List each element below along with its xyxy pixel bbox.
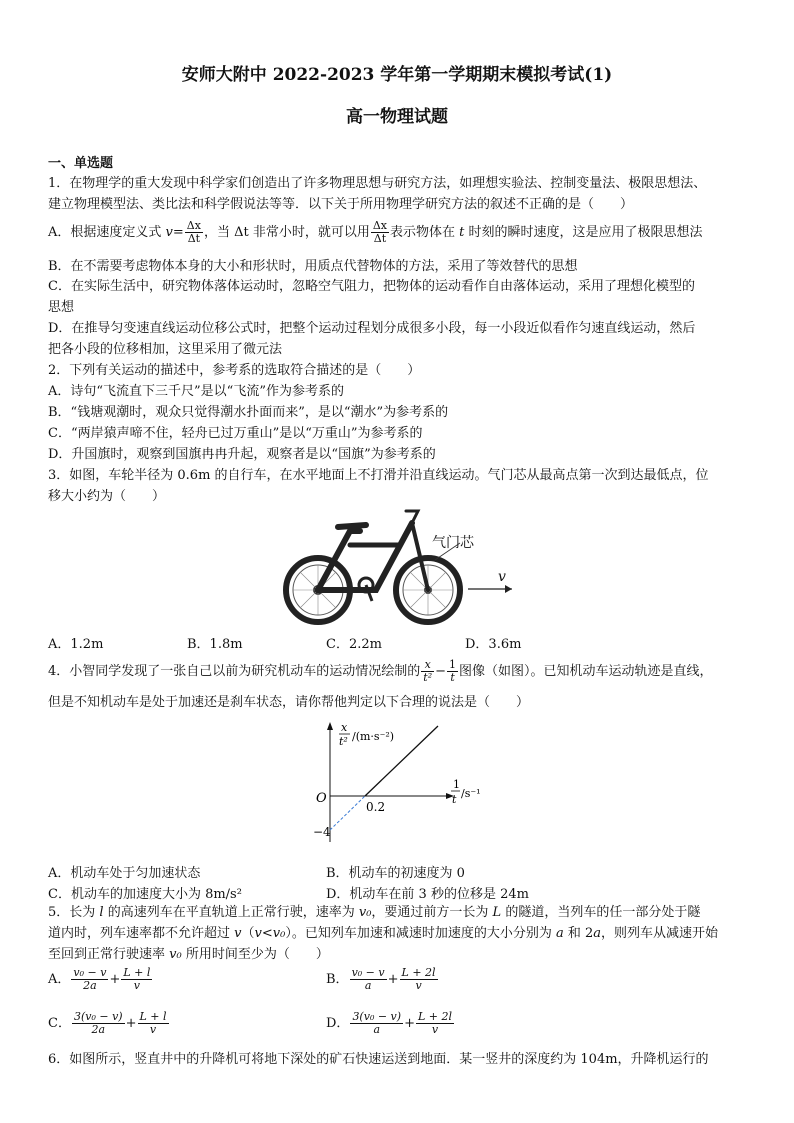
q5-b-d2: v bbox=[415, 979, 422, 992]
q3-stem-line2: 移大小约为（ ） bbox=[48, 489, 166, 504]
q5-a-d2: v bbox=[133, 979, 140, 992]
q5-c-label: C． bbox=[48, 1016, 71, 1031]
q2-option-a: A．诗句“飞流直下三千尺”是以“飞流”作为参考系的 bbox=[48, 384, 344, 399]
q5-a-frac1 bbox=[71, 967, 108, 992]
q4-f2-num: 1 bbox=[449, 658, 457, 671]
q1-a-dt: Δt bbox=[234, 225, 249, 240]
q4-stem-pre: 4．小智同学发现了一张自己以前为研究机动车的运动情况绘制的 bbox=[48, 664, 421, 679]
q4-fraction-x-t2 bbox=[421, 659, 434, 684]
q3-stem-line1: 3．如图，车轮半径为 0.6m 的自行车，在水平地面上不打滑并沿直线运动。气门芯从最高点第一次到达最低点，位 bbox=[48, 468, 709, 483]
q5-l: l bbox=[99, 905, 104, 920]
q5-b-frac1 bbox=[350, 967, 387, 992]
bicycle-figure bbox=[280, 505, 520, 630]
q1-a-fraction-2 bbox=[371, 220, 389, 245]
q4-f2-den: t bbox=[450, 671, 455, 684]
q4-option-b: B．机动车的初速度为 0 bbox=[326, 866, 465, 881]
q5-a-label: A． bbox=[48, 972, 71, 987]
q5-stem-line1 bbox=[48, 904, 700, 922]
q5-stem-line3 bbox=[48, 946, 329, 964]
exam-title: 安师大附中 2022-2023 学年第一学期期末模拟考试(1) bbox=[181, 65, 613, 85]
q5-a2: a bbox=[593, 926, 602, 941]
q3-option-b: B．1.8m bbox=[187, 637, 243, 652]
q3-option-d: D．3.6m bbox=[465, 637, 522, 652]
q5-l2-e: ，则列车从减速开始 bbox=[601, 926, 719, 941]
exam-subtitle: 高一物理试题 bbox=[346, 107, 448, 127]
q5-L: L bbox=[492, 905, 502, 920]
graph-origin: O bbox=[316, 791, 327, 806]
q4-f1-num: x bbox=[421, 659, 434, 672]
q4-graph bbox=[300, 718, 500, 848]
q1-option-c-line1: C．在实际生活中，研究物体落体运动时，忽略空气阻力，把物体的运动看作自由落体运动，采用了理想化模型的 bbox=[48, 279, 695, 294]
q2-stem: 2．下列有关运动的描述中，参考系的选取符合描述的是（ ） bbox=[48, 363, 421, 378]
q5-c-frac2 bbox=[138, 1011, 169, 1036]
q5-l3-a: 至回到正常行驶速率 bbox=[48, 947, 170, 962]
q5-a-d1: 2a bbox=[83, 979, 97, 992]
q5-b-d1: a bbox=[364, 979, 372, 992]
q1-a-fraction bbox=[185, 220, 203, 245]
valve-label: 气门芯 bbox=[432, 535, 474, 551]
q2-option-c: C．“两岸猿声啼不住，轻舟已过万重山”是以“万重山”为参考系的 bbox=[48, 426, 423, 441]
q5-option-a bbox=[48, 967, 153, 992]
q5-b-n2: L + 2l bbox=[401, 966, 436, 979]
q5-l2-a: 道内时，列车速率都不允许超过 bbox=[48, 926, 235, 941]
q5-option-d bbox=[326, 1011, 455, 1036]
q5-l2-d: 和 2 bbox=[563, 926, 594, 941]
q5-d-n2: L + 2l bbox=[417, 1010, 453, 1023]
q5-a-frac2 bbox=[121, 967, 152, 992]
q4-f1-den: t² bbox=[423, 671, 433, 684]
graph-y-label-num: x bbox=[341, 721, 348, 734]
q3-option-a: A．1.2m bbox=[48, 637, 104, 652]
graph-x-tick: 0.2 bbox=[366, 800, 386, 814]
q5-l1-a: 5．长为 bbox=[48, 905, 100, 920]
q5-l2-b: （ bbox=[241, 926, 255, 941]
q5-a-n1: v₀ − v bbox=[73, 966, 107, 979]
velocity-label: v bbox=[498, 569, 506, 585]
q5-c-plus: + bbox=[125, 1016, 137, 1031]
q1-a-prefix: A．根据速度定义式 bbox=[48, 225, 166, 240]
q5-l1-c: ，要通过前方一长为 bbox=[371, 905, 493, 920]
q4-minus: − bbox=[435, 664, 447, 679]
q1-stem-line2: 建立物理模型法、类比法和科学假说法等等．以下关于所用物理学研究方法的叙述不正确的是（ ） bbox=[48, 197, 634, 212]
q1-a-mid1: ，当 bbox=[203, 225, 235, 240]
q1-a-v: v bbox=[165, 225, 173, 240]
q1-option-c-line2: 思想 bbox=[48, 300, 75, 315]
graph-y-tick: −4 bbox=[313, 825, 331, 839]
q1-a-frac2-den: Δt bbox=[373, 232, 387, 245]
q4-fraction-1-t bbox=[447, 659, 458, 684]
q5-vlt: v<v₀ bbox=[254, 926, 286, 941]
q2-option-b: B．“钱塘观潮时，观众只觉得潮水扑面而来”，是以“潮水”为参考系的 bbox=[48, 405, 449, 420]
q1-a-t: t bbox=[459, 225, 465, 240]
q1-a-frac2-num: Δx bbox=[372, 219, 388, 232]
graph-x-label-unit: /s⁻¹ bbox=[461, 787, 481, 800]
q1-a-end: 时刻的瞬时速度，这是应用了极限思想法 bbox=[464, 225, 703, 240]
bicycle-icon bbox=[286, 511, 460, 622]
q5-l3-v0: v₀ bbox=[169, 947, 182, 962]
q4-stem-line2: 但是不知机动车是处于加速还是刹车状态，请你帮他判定以下合理的说法是（ ） bbox=[48, 695, 530, 710]
q1-a-frac-num: Δx bbox=[186, 219, 201, 232]
section-heading: 一、单选题 bbox=[48, 156, 114, 171]
q5-c-d2: v bbox=[149, 1023, 157, 1036]
q5-a-n2: L + l bbox=[123, 966, 151, 979]
q5-d-plus: + bbox=[404, 1016, 415, 1031]
q5-v0: v₀ bbox=[358, 905, 372, 920]
q4-option-c: C．机动车的加速度大小为 8m/s² bbox=[48, 887, 242, 902]
q5-l2-c: ）。已知列车加速和减速时加速度的大小分别为 bbox=[285, 926, 556, 941]
graph-x-label-num: 1 bbox=[453, 778, 460, 791]
q5-l3-b: 所用时间至少为（ ） bbox=[181, 947, 329, 962]
q5-option-c bbox=[48, 1011, 170, 1036]
q6-stem: 6．如图所示，竖直井中的升降机可将地下深处的矿石快速运送到地面．某一竖井的深度约为 104m，升降机运行的 bbox=[48, 1052, 709, 1067]
q5-c-d1: 2a bbox=[91, 1023, 106, 1036]
q5-d-n1: 3(v₀ − v) bbox=[352, 1010, 402, 1023]
q1-a-mid2: 非常小时，就可以用 bbox=[248, 225, 370, 240]
graph-x-label-den: t bbox=[452, 793, 457, 806]
q1-a-mid3: 表示物体在 bbox=[390, 225, 460, 240]
q5-a: a bbox=[555, 926, 564, 941]
q5-c-n1: 3(v₀ − v) bbox=[73, 1010, 123, 1023]
q1-stem-line1: 1．在物理学的重大发现中科学家们创造出了许多物理思想与研究方法，如理想实验法、控制变量法、极限思想法、 bbox=[48, 176, 707, 191]
q5-l1-b: 的高速列车在平直轨道上正常行驶，速率为 bbox=[103, 905, 359, 920]
q5-b-plus: + bbox=[387, 972, 399, 987]
q3-option-c: C．2.2m bbox=[326, 637, 382, 652]
q5-option-b bbox=[326, 967, 439, 992]
q5-d-label: D． bbox=[326, 1016, 350, 1031]
q5-b-frac2 bbox=[400, 967, 438, 992]
q1-option-d-line2: 把各小段的位移相加，这里采用了微元法 bbox=[48, 342, 283, 357]
q5-b-label: B． bbox=[326, 972, 349, 987]
q5-c-frac1 bbox=[72, 1011, 125, 1036]
graph-y-label-den: t² bbox=[339, 735, 348, 748]
q1-a-eq: = bbox=[172, 225, 184, 240]
q5-b-n1: v₀ − v bbox=[351, 966, 385, 979]
q5-a-plus: + bbox=[109, 972, 121, 987]
q5-d-frac2 bbox=[416, 1011, 454, 1036]
q4-option-d: D．机动车在前 3 秒的位移是 24m bbox=[326, 887, 529, 902]
q5-d-d2: v bbox=[431, 1023, 439, 1036]
q2-option-d: D．升国旗时，观察到国旗冉冉升起，观察者是以“国旗”为参考系的 bbox=[48, 447, 436, 462]
graph-dashed-extension bbox=[330, 796, 365, 830]
q1-option-a bbox=[48, 220, 703, 245]
q4-stem-line1 bbox=[48, 659, 713, 684]
graph-y-axis-arrow bbox=[327, 722, 333, 730]
q1-option-b: B．在不需要考虑物体本身的大小和形状时，用质点代替物体的方法，采用了等效替代的思想 bbox=[48, 259, 578, 274]
q5-d-d1: a bbox=[373, 1023, 381, 1036]
q5-c-n2: L + l bbox=[139, 1010, 167, 1023]
velocity-arrow-head bbox=[505, 585, 512, 593]
q1-option-d-line1: D．在推导匀变速直线运动位移公式时，把整个运动过程划分成很多小段，每一小段近似看作匀速直线运动，然后 bbox=[48, 321, 696, 336]
q4-option-a: A．机动车处于匀加速状态 bbox=[48, 866, 201, 881]
q5-stem-line2 bbox=[48, 925, 718, 943]
q5-l1-d: 的隧道，当列车的任一部分处于隧 bbox=[501, 905, 701, 920]
q5-v: v bbox=[234, 926, 242, 941]
q1-a-frac-den: Δt bbox=[187, 232, 201, 245]
q5-d-frac1 bbox=[350, 1011, 403, 1036]
graph-y-label-unit: /(m·s⁻²) bbox=[352, 730, 395, 743]
q4-stem-post: 图像（如图）。已知机动车运动轨迹是直线， bbox=[459, 664, 713, 679]
